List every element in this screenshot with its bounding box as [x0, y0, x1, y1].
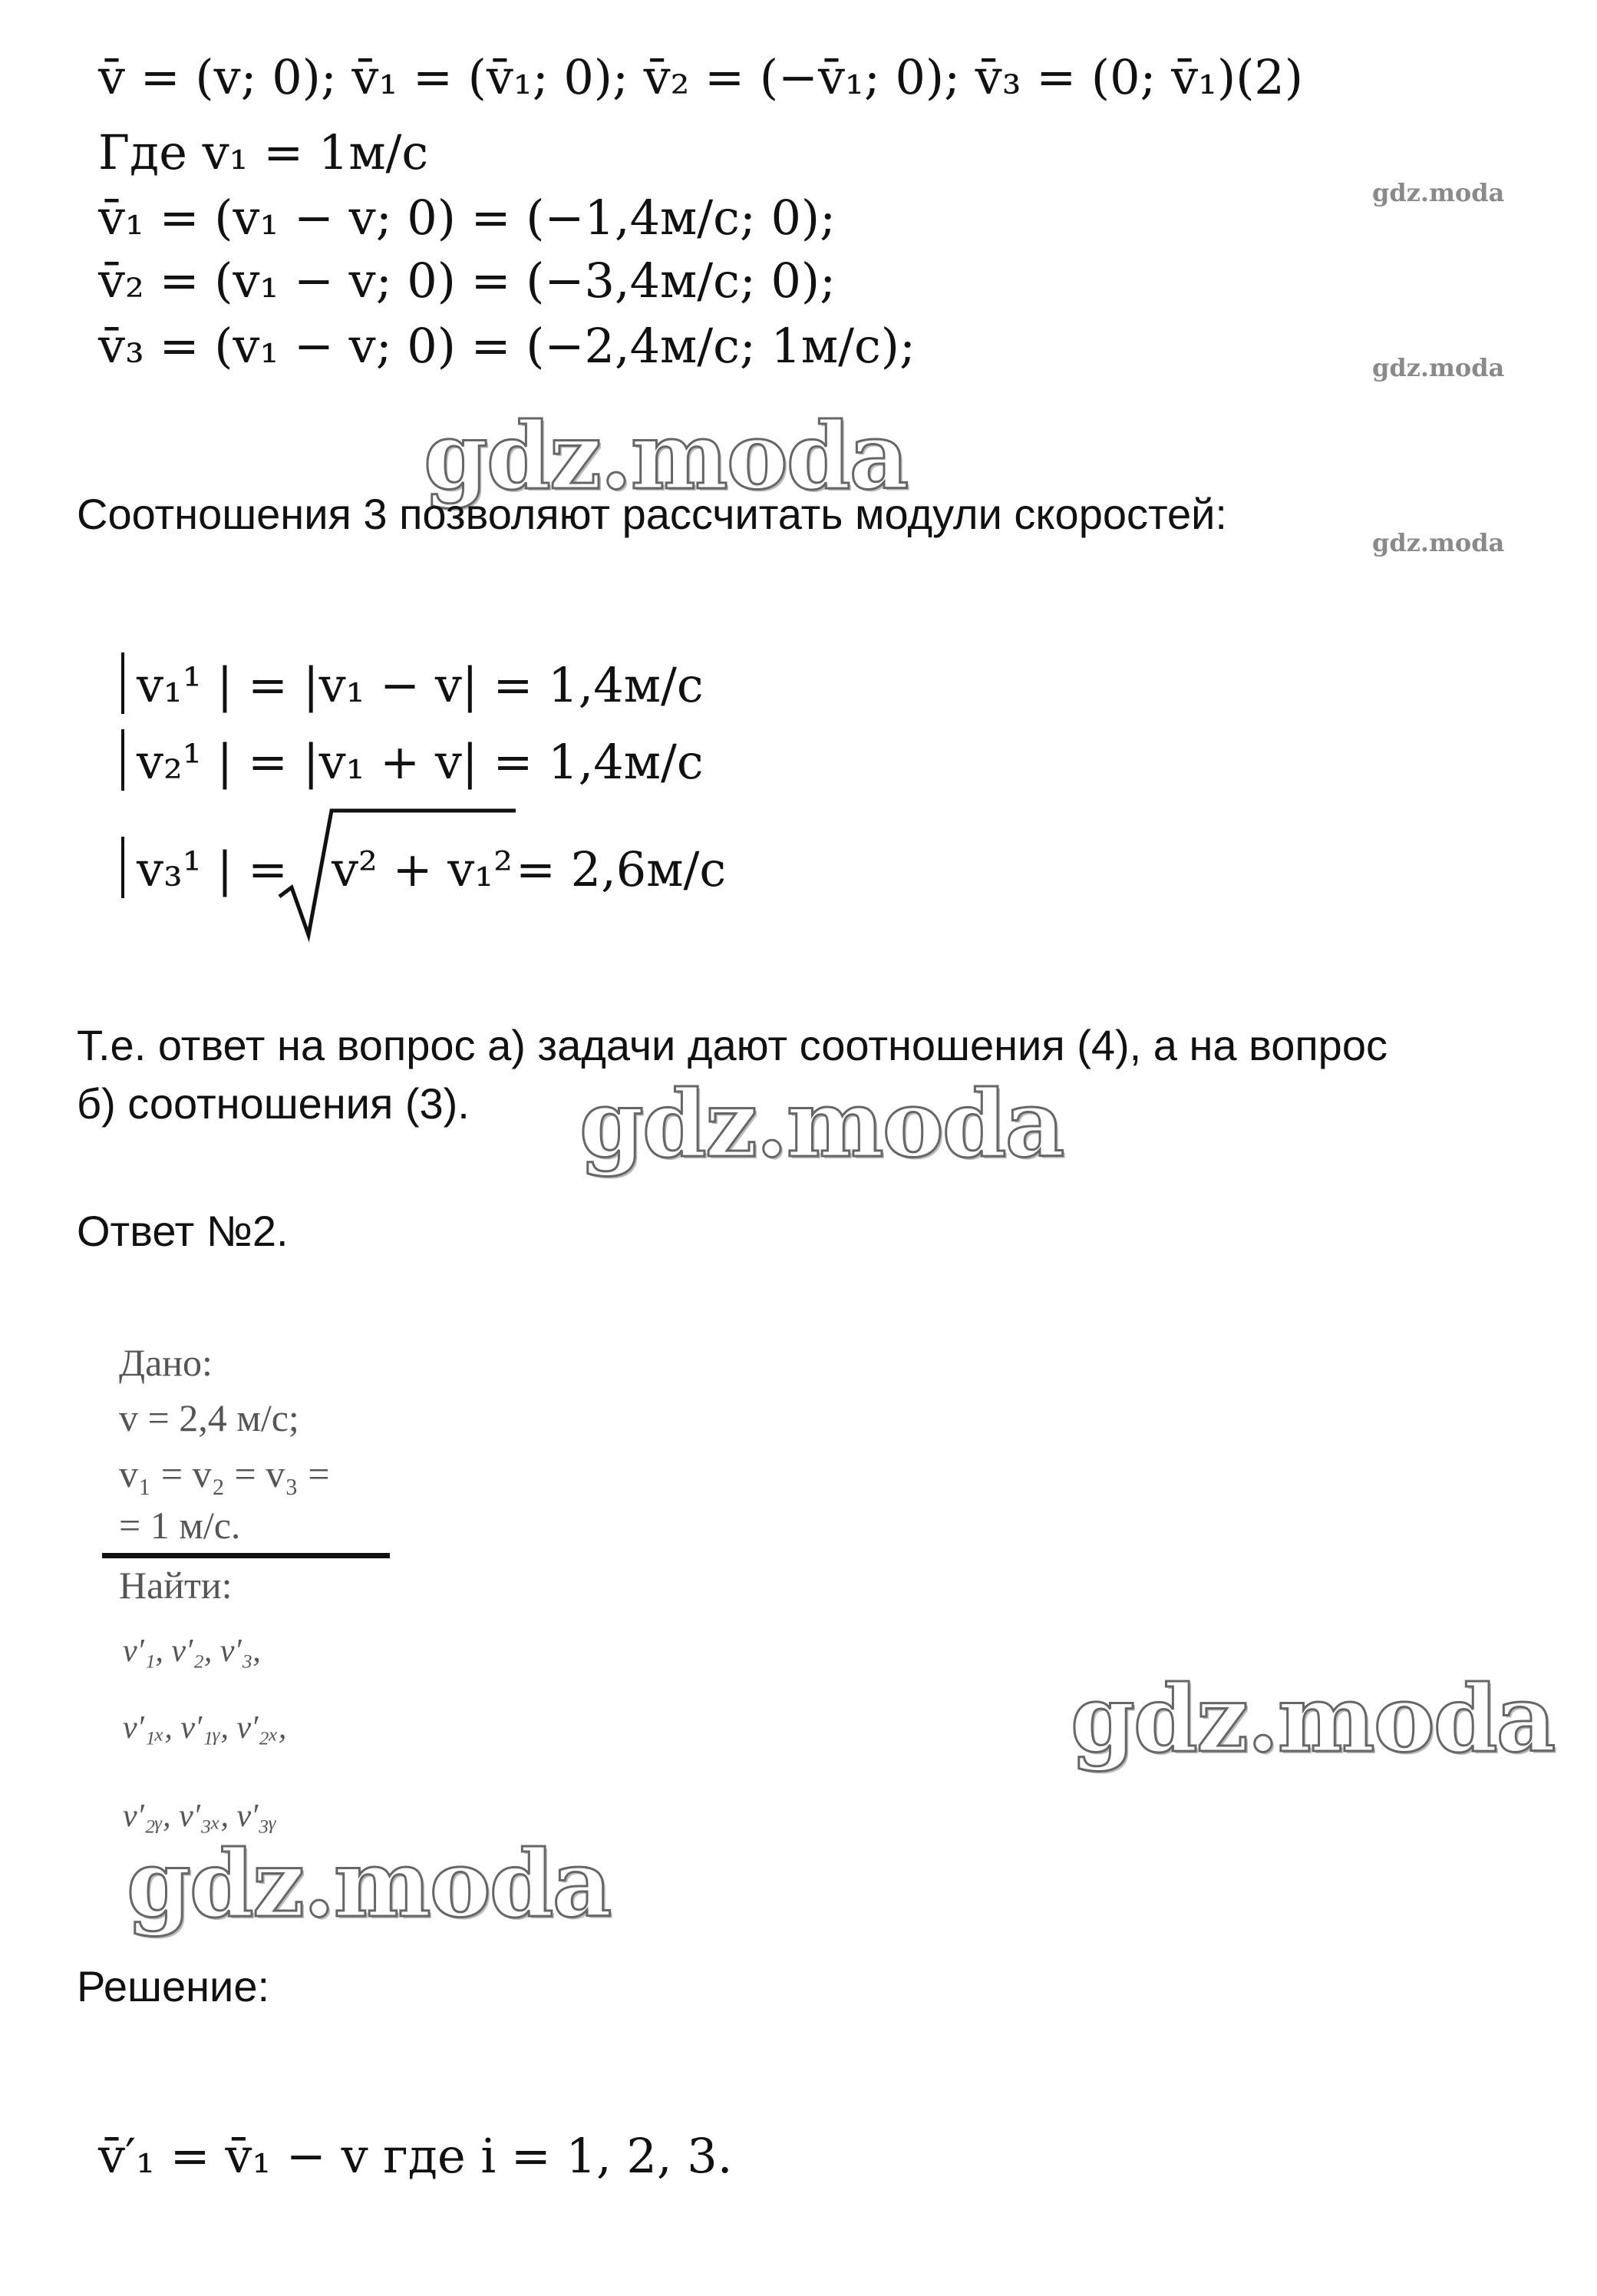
abs-bar [121, 652, 124, 714]
sqrt-radicand: v² + v₁² [332, 841, 513, 897]
given-title: Дано: [119, 1341, 213, 1384]
equation-v3-relative: v̄₃ = (v₁ − v; 0) = (−2,4м/с; 1м/с); [98, 318, 916, 374]
given-line: v = 2,4 м/с; [119, 1396, 299, 1439]
watermark-large: gdz.moda [424, 402, 908, 510]
conclusion-line-2: б) соотношения (3). [77, 1079, 470, 1128]
relations-paragraph: Соотношения 3 позволяют рассчитать модули скоростей: [77, 490, 1227, 538]
abs-bar [121, 729, 124, 791]
equation-vectors-definition: v̄ = (v; 0); v̄₁ = (v̄₁; 0); v̄₂ = (−v̄₁; 0); v̄₃ = (0; v̄₁)(2) [98, 49, 1304, 105]
solution-heading: Решение: [77, 1962, 270, 2010]
find-line: v′₂ᵧ, v′₃ₓ, v′₃ᵧ [123, 1799, 277, 1834]
answer-heading: Ответ №2. [77, 1207, 289, 1255]
equation-v1-given: Где v₁ = 1м/с [98, 124, 429, 180]
find-line: v′₁, v′₂, v′₃, [123, 1634, 261, 1669]
given-line: = 1 м/с. [119, 1504, 241, 1547]
find-line: v′₁ₓ, v′₁ᵧ, v′₂ₓ, [123, 1710, 287, 1746]
given-divider [102, 1553, 390, 1558]
abs-bar [121, 837, 124, 898]
watermark-large: gdz.moda [1071, 1665, 1555, 1773]
equation-v1-relative: v̄₁ = (v₁ − v; 0) = (−1,4м/с; 0); [98, 190, 836, 246]
watermark-large: gdz.moda [579, 1070, 1064, 1178]
solution-formula: v̄′₁ = v̄₁ − v где i = 1, 2, 3. [98, 2128, 733, 2184]
equation-v2-relative: v̄₂ = (v₁ − v; 0) = (−3,4м/с; 0); [98, 253, 836, 309]
given-line: v₁ = v₂ = v₃ = [119, 1452, 330, 1495]
modulus-v3: v₃¹ | = [137, 841, 288, 897]
modulus-v2: v₂¹ | = |v₁ + v| = 1,4м/с [137, 734, 704, 790]
sqrt-result: = 2,6м/с [516, 841, 727, 897]
conclusion-line-1: Т.е. ответ на вопрос а) задачи дают соотношения (4), а на вопрос [77, 1021, 1387, 1069]
watermark-small: gdz.moda [1372, 528, 1505, 557]
find-title: Найти: [119, 1564, 233, 1607]
modulus-v1: v₁¹ | = |v₁ − v| = 1,4м/с [137, 657, 704, 713]
watermark-small: gdz.moda [1372, 178, 1505, 207]
watermark-small: gdz.moda [1372, 353, 1505, 382]
watermark-large: gdz.moda [127, 1830, 611, 1938]
